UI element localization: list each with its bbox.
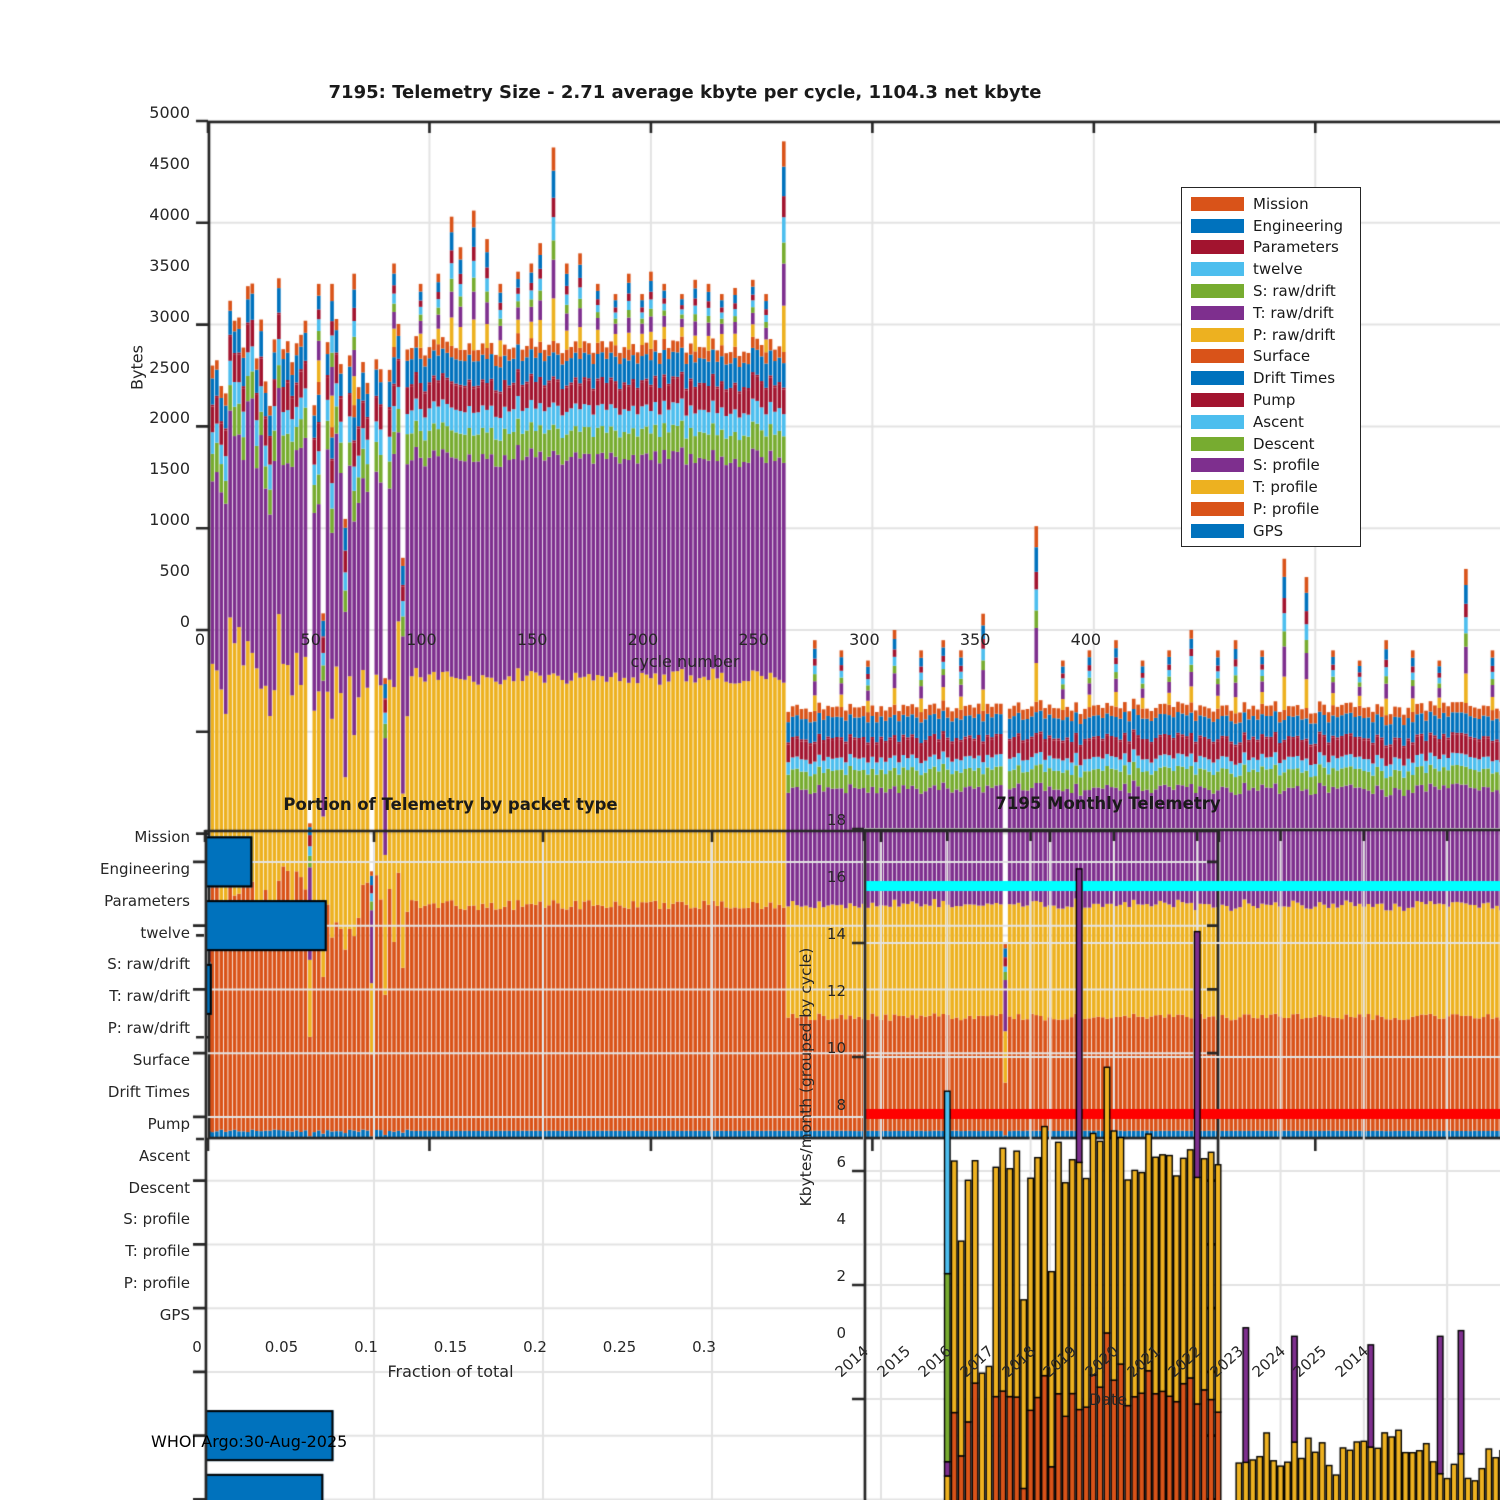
- category-label: Drift Times: [107, 1082, 190, 1101]
- ytick-label: 2000: [149, 408, 190, 428]
- xtick-label: 350: [959, 630, 991, 649]
- legend-entry: [1191, 498, 1360, 520]
- xtick-label: 2021: [1123, 1342, 1164, 1381]
- legend-entry: [1191, 324, 1360, 346]
- category-label: P: raw/drift: [107, 1019, 190, 1038]
- xtick-label: 100: [406, 630, 437, 649]
- category-label: Engineering: [100, 859, 190, 878]
- legend-entry: [1191, 411, 1360, 433]
- legend-label: twelve: [1253, 260, 1303, 279]
- ytick-label: 4: [836, 1210, 846, 1228]
- xtick-label: 2016: [914, 1342, 956, 1381]
- monthly-title: 7195 Monthly Telemetry: [995, 794, 1221, 813]
- ytick-label: 2500: [149, 357, 190, 377]
- xtick-label: 400: [1070, 630, 1102, 649]
- xtick-label: 250: [738, 630, 769, 649]
- ytick-label: 18: [826, 811, 846, 829]
- legend-entry: [1191, 302, 1360, 324]
- legend-label: Parameters: [1253, 238, 1339, 257]
- xtick-label: 0.1: [354, 1338, 378, 1356]
- legend-label: GPS: [1253, 521, 1284, 540]
- category-label: Mission: [134, 827, 190, 846]
- telemetry-size-xlabel: cycle number: [630, 652, 740, 671]
- xtick-label: 2023: [1206, 1342, 1247, 1381]
- legend-swatch-icon: [1191, 197, 1244, 211]
- ytick-label: 16: [826, 868, 846, 886]
- xtick-label: 2024: [1248, 1342, 1289, 1381]
- telemetry-size-ylabel: Bytes: [127, 345, 147, 390]
- telemetry-size-title: 7195: Telemetry Size - 2.71 average kbyte per cycle, 1104.3 net kbyte: [328, 82, 1042, 103]
- monthly-xlabel: Date: [1088, 1390, 1128, 1409]
- xtick-label: 2019: [1039, 1342, 1081, 1381]
- ytick-label: 5000: [149, 103, 190, 122]
- xtick-label: 150: [516, 630, 548, 649]
- legend-entry: [1191, 193, 1360, 215]
- category-label: T: profile: [125, 1242, 190, 1261]
- figure-footer: WHOI Argo:30-Aug-2025: [151, 1432, 348, 1451]
- legend-label: S: profile: [1253, 456, 1320, 475]
- xtick-label: 2020: [1081, 1342, 1122, 1381]
- legend-entry: [1191, 367, 1360, 389]
- ytick-label: 3500: [149, 255, 190, 275]
- legend-label: P: raw/drift: [1253, 325, 1336, 344]
- xtick-label: 2014: [831, 1342, 873, 1381]
- legend-entry: [1191, 455, 1360, 477]
- category-label: T: raw/drift: [109, 987, 190, 1006]
- legend-label: Mission: [1253, 194, 1309, 213]
- category-label: P: profile: [123, 1274, 190, 1293]
- ytick-label: 12: [826, 982, 846, 1000]
- xtick-label: 2018: [998, 1342, 1039, 1381]
- xtick-label: 0.15: [433, 1338, 468, 1356]
- ytick-label: 0: [836, 1324, 846, 1342]
- telemetry-size-legend: [1181, 187, 1361, 547]
- xtick-label: 300: [849, 630, 880, 649]
- category-label: Parameters: [104, 891, 190, 910]
- legend-label: Pump: [1253, 391, 1296, 410]
- legend-swatch-icon: [1191, 219, 1244, 233]
- xtick-label: 2014: [1331, 1342, 1372, 1381]
- legend-entry: [1191, 258, 1360, 280]
- legend-label: Surface: [1253, 347, 1311, 366]
- ytick-label: 6: [836, 1153, 846, 1171]
- ytick-label: 3000: [149, 306, 190, 326]
- legend-swatch-icon: [1191, 524, 1244, 538]
- legend-label: Descent: [1253, 434, 1315, 453]
- ytick-label: 0: [179, 612, 190, 631]
- category-label: S: raw/drift: [107, 955, 190, 974]
- ytick-label: 8: [836, 1096, 846, 1114]
- legend-swatch-icon: [1191, 393, 1244, 407]
- category-label: Surface: [132, 1051, 190, 1070]
- xtick-label: 0: [192, 1338, 202, 1356]
- legend-swatch-icon: [1191, 458, 1244, 472]
- ytick-label: 4500: [149, 153, 190, 173]
- ytick-label: 500: [159, 561, 190, 581]
- category-label: Descent: [128, 1178, 190, 1197]
- ytick-label: 1500: [149, 459, 190, 479]
- category-label: Ascent: [139, 1146, 190, 1165]
- legend-swatch-icon: [1191, 349, 1244, 363]
- xtick-label: 50: [300, 630, 321, 649]
- legend-swatch-icon: [1191, 437, 1244, 451]
- xtick-label: 0.25: [602, 1338, 637, 1356]
- legend-entry: [1191, 389, 1360, 411]
- legend-entry: [1191, 346, 1360, 368]
- monthly-ylabel: Kbytes/month (grouped by cycle): [797, 947, 815, 1207]
- legend-label: P: profile: [1253, 500, 1320, 519]
- fraction-xlabel: Fraction of total: [387, 1362, 514, 1381]
- xtick-label: 2015: [873, 1342, 914, 1381]
- legend-swatch-icon: [1191, 284, 1244, 298]
- ytick-label: 14: [826, 925, 846, 943]
- xtick-label: 2025: [1289, 1342, 1331, 1381]
- category-label: Pump: [147, 1114, 190, 1133]
- ytick-label: 4000: [149, 204, 190, 224]
- legend-swatch-icon: [1191, 371, 1244, 385]
- xtick-label: 0.05: [264, 1338, 299, 1356]
- legend-label: Engineering: [1253, 216, 1343, 235]
- ytick-label: 2: [836, 1267, 846, 1285]
- legend-entry: [1191, 520, 1360, 542]
- legend-swatch-icon: [1191, 502, 1244, 516]
- legend-label: S: raw/drift: [1253, 282, 1336, 301]
- category-label: GPS: [159, 1306, 190, 1325]
- legend-label: T: profile: [1253, 478, 1318, 497]
- legend-swatch-icon: [1191, 480, 1244, 494]
- legend-swatch-icon: [1191, 415, 1244, 429]
- fraction-title: Portion of Telemetry by packet type: [283, 795, 618, 814]
- ytick-label: 1000: [149, 510, 190, 530]
- legend-label: T: raw/drift: [1253, 303, 1334, 322]
- legend-label: Drift Times: [1253, 369, 1336, 388]
- legend-entry: [1191, 215, 1360, 237]
- category-label: twelve: [140, 923, 190, 942]
- legend-entry: [1191, 433, 1360, 455]
- legend-swatch-icon: [1191, 306, 1244, 320]
- legend-label: Ascent: [1253, 412, 1304, 431]
- xtick-label: 0: [194, 630, 206, 649]
- xtick-label: 2022: [1164, 1342, 1206, 1381]
- xtick-label: 0.2: [523, 1338, 547, 1356]
- legend-swatch-icon: [1191, 328, 1244, 342]
- legend-swatch-icon: [1191, 262, 1244, 276]
- ytick-label: 10: [826, 1039, 846, 1057]
- xtick-label: 200: [627, 630, 659, 649]
- legend-swatch-icon: [1191, 240, 1244, 254]
- legend-entry: [1191, 237, 1360, 259]
- xtick-label: 2017: [956, 1342, 997, 1381]
- legend-entry: [1191, 280, 1360, 302]
- xtick-label: 0.3: [692, 1338, 716, 1356]
- legend-entry: [1191, 476, 1360, 498]
- category-label: S: profile: [123, 1210, 190, 1229]
